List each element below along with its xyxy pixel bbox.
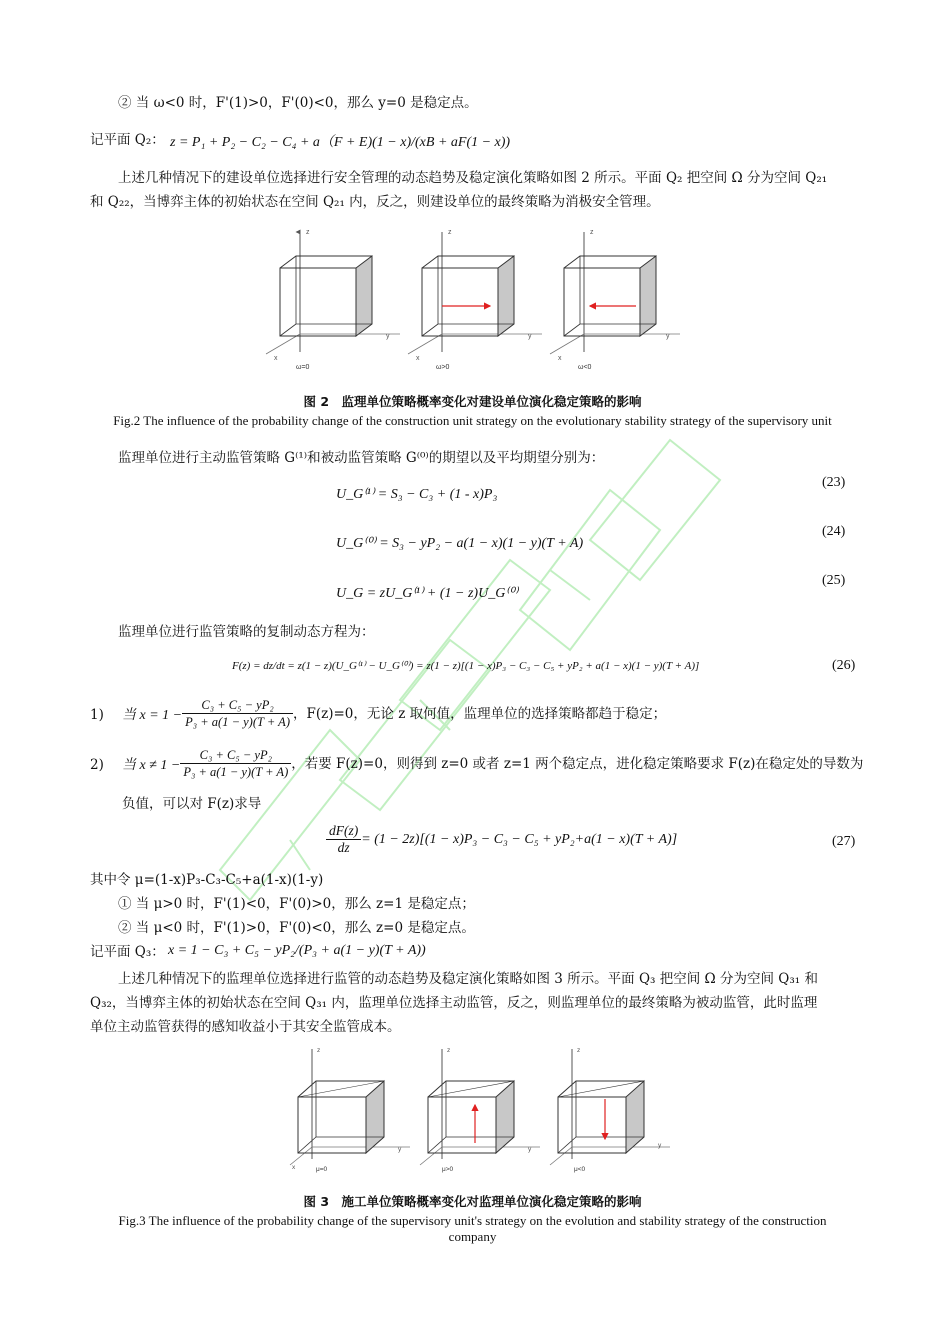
figure-3-panel-mu-negative <box>550 1049 670 1165</box>
case-1-text: ，F(z)=0，无论 z 取何值，监理单位的选择策略都趋于稳定； <box>292 705 667 722</box>
figure-2-panel-omega-zero <box>266 232 400 354</box>
paragraph-4-line-3: 单位主动监管获得的感知收益小于其安全监管成本。 <box>90 1019 401 1035</box>
case-1-prefix: 当 x = 1 − <box>122 707 183 723</box>
figure-3-caption-cn: 图 3 施工单位策略概率变化对监理单位演化稳定策略的影响 <box>303 1194 642 1209</box>
svg-text:y: y <box>658 1142 662 1149</box>
svg-text:z: z <box>447 1047 451 1054</box>
svg-text:z: z <box>590 229 594 236</box>
plane-q3-label: 记平面 Q₃： <box>90 944 165 960</box>
equation-number-24: (24) <box>822 524 846 539</box>
svg-text:y: y <box>666 333 670 340</box>
figure-3-diagram <box>282 1043 672 1178</box>
equation-27: $\frac{dF(z)}{dz}$ = (1 − 2z)[(1 − x)P₃ − C₃ − C₅ + yP₂+a(1 − x)(T + A)] <box>326 823 677 856</box>
figure-2-diagram <box>260 222 680 374</box>
equation-24: U_G⁽⁰⁾ = S₃ − yP₂ − a(1 − x)(1 − y)(T + A) <box>336 536 584 551</box>
svg-text:z: z <box>577 1047 581 1054</box>
figure-2-caption-cn: 图 2 监理单位策略概率变化对建设单位演化稳定策略的影响 <box>303 394 642 409</box>
equation-25: U_G = zU_G⁽¹⁾ + (1 − z)U_G⁽⁰⁾ <box>336 586 518 601</box>
case-2-text: ，若要 F(z)=0，则得到 z=0 或者 z=1 两个稳定点，进化稳定策略要求 F(z)在稳定处的导数为 <box>291 755 864 772</box>
figure-3-panel-mu-positive <box>420 1049 540 1165</box>
equation-number-26: (26) <box>832 658 856 673</box>
svg-text:y: y <box>528 333 532 340</box>
svg-text:z: z <box>317 1047 321 1054</box>
paragraph-3: 监理单位进行监管策略的复制动态方程为： <box>118 624 375 640</box>
plane-q2-equation: z = P₁ + P₂ − C₂ − C₄ + a（F + E)(1 − x)/(xB + aF(1 − x)) <box>170 135 511 150</box>
figure-3-caption-en: Fig.3 The influence of the probability change of the supervisory unit's strategy on the evolution and stability strategy of the construction company <box>118 1213 827 1244</box>
panel-label: μ>0 <box>442 1166 454 1173</box>
svg-text:y: y <box>528 1146 532 1153</box>
paragraph-4-line-2: Q₃₂，当博弈主体的初始状态在空间 Q₃₁ 内，监理单位选择主动监管，反之，则监理单位的最终策略为被动监管，此时监理 <box>90 995 818 1011</box>
equation-number-25: (25) <box>822 573 846 588</box>
paragraph-4-line-1: 上述几种情况下的监理单位选择进行监管的动态趋势及稳定演化策略如图 3 所示。平面 Q₃ 把空间 Ω 分为空间 Q₃₁ 和 <box>118 971 818 987</box>
plane-q3-equation: x = 1 − C₃ + C₅ − yP₂/(P₃ + a(1 − y)(T + A)) <box>168 943 426 958</box>
paragraph-2: 监理单位进行主动监管策略 G⁽¹⁾和被动监管策略 G⁽⁰⁾的期望以及平均期望分别为： <box>118 450 605 466</box>
case-2-number: 2) <box>90 757 104 773</box>
mu-definition: 其中令 μ=(1-x)P₃-C₃-C₅+a(1-x)(1-y) <box>90 872 324 888</box>
figure-3-panel-mu-zero <box>290 1049 410 1165</box>
svg-text:x: x <box>292 1164 296 1171</box>
equation-number-27: (27) <box>832 834 856 849</box>
mu-positive-condition: ① 当 μ>0 时，F'(1)<0，F'(0)>0，那么 z=1 是稳定点； <box>118 896 475 912</box>
equation-23: U_G⁽¹⁾ = S₃ − C₃ + (1 - x)P₃ <box>336 487 498 502</box>
svg-text:x: x <box>416 355 420 362</box>
paragraph-1-line-2: 和 Q₂₂，当博弈主体的初始状态在空间 Q₂₁ 内，反之，则建设单位的最终策略为消极安全管理。 <box>90 194 660 210</box>
panel-label: μ=0 <box>316 1166 328 1173</box>
figure-2-caption-en: Fig.2 The influence of the probability change of the construction unit strategy on the evolutionary stability strategy of the supervisory unit <box>113 413 832 428</box>
panel-label: ω>0 <box>436 364 450 371</box>
case-1-number: 1) <box>90 707 104 723</box>
axis-label-z: z <box>306 229 310 236</box>
panel-label: ω<0 <box>578 364 592 371</box>
svg-text:z: z <box>448 229 452 236</box>
case-2-fraction: $\frac{\text{C₃ + C₅ − yP₂}}{\text{P₃ + a(1 − y)(T + A)}}$ <box>180 747 291 780</box>
figure-2-panel-omega-positive <box>408 232 542 354</box>
figure-2-panel-omega-negative <box>550 232 680 354</box>
plane-q2-label: 记平面 Q₂： <box>90 132 165 148</box>
panel-label: ω=0 <box>296 364 310 371</box>
svg-text:y: y <box>398 1146 402 1153</box>
case-2-prefix: 当 x ≠ 1 − <box>122 757 181 773</box>
panel-label: μ<0 <box>574 1166 586 1173</box>
mu-negative-condition: ② 当 μ<0 时，F'(1)>0，F'(0)<0，那么 z=0 是稳定点。 <box>118 920 475 936</box>
condition-omega-negative: ② 当 ω<0 时，F'(1)>0，F'(0)<0，那么 y=0 是稳定点。 <box>118 95 478 111</box>
paragraph-1-line-1: 上述几种情况下的建设单位选择进行安全管理的动态趋势及稳定演化策略如图 2 所示。平面 Q₂ 把空间 Ω 分为空间 Q₂₁ <box>118 170 828 186</box>
equation-number-23: (23) <box>822 475 846 490</box>
svg-text:x: x <box>558 355 562 362</box>
case-1-fraction: $\frac{\text{C₃ + C₅ − yP₂}}{\text{P₃ + a(1 − y)(T + A)}}$ <box>182 697 293 730</box>
case-2-continuation: 负值，可以对 F(z)求导 <box>122 796 262 812</box>
axis-label-y: y <box>386 333 390 340</box>
equation-26: F(z) = dz/dt = z(1 − z)(U_G⁽¹⁾ − U_G⁽⁰⁾) = z(1 − z)[(1 − x)P₃ − C₃ − C₅ + yP₂ + a(1 − x)(1 − y)(T + A)] <box>232 660 700 672</box>
axis-label-x: x <box>274 355 278 362</box>
